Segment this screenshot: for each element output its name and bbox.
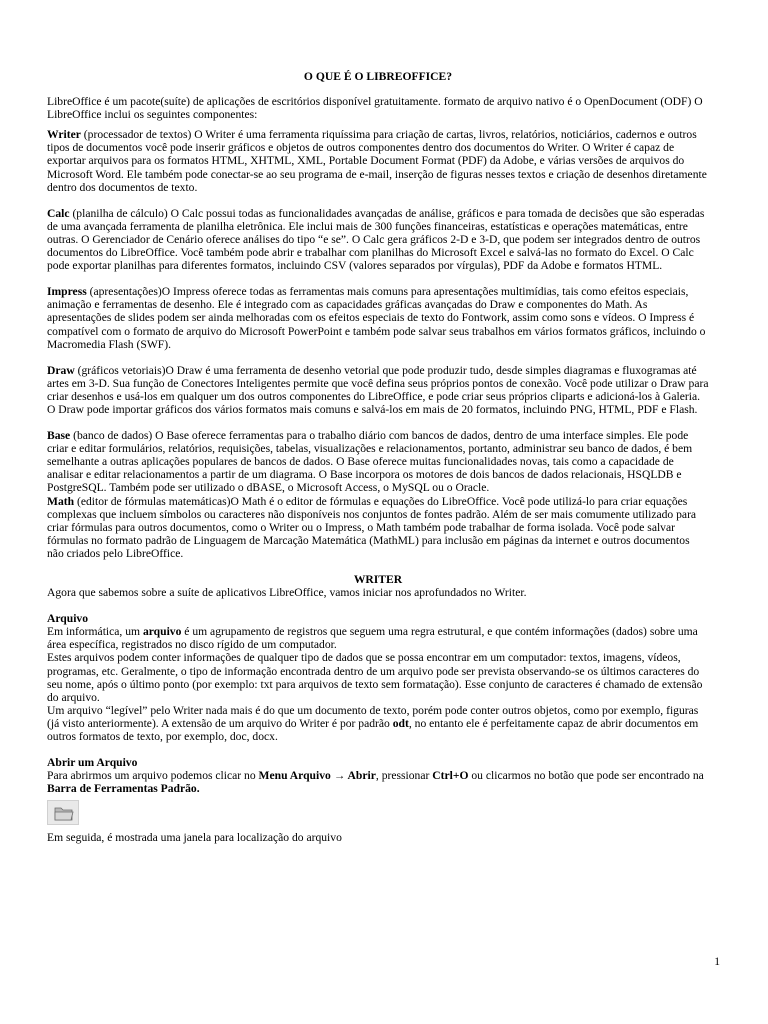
writer-intro: Agora que sabemos sobre a suíte de aplicativos LibreOffice, vamos iniciar nos aprofundados no Writer. [47, 586, 527, 600]
text-run: , no entanto ele é perfeitamente capaz de abrir documentos em outros formatos de texto, por exemplo, doc, docx. [47, 716, 699, 744]
section-heading-writer: WRITER [353, 573, 403, 586]
component-name: Impress [47, 285, 87, 299]
page-title: O QUE É O LIBREOFFICE? [303, 70, 453, 83]
arquivo-paragraph-2: Estes arquivos podem conter informações de qualquer tipo de dados que se possa encontrar em um computador: textos, imagens, vídeos, programas, etc. Geralmente, o tipo de informação encontrada dentro de um arquivo pode ser prevista observando-se os últimos caracteres do seu nome, após o último ponto (por exemplo: txt para arquivos de texto sem formatação). Esse conjunto de caracteres é chamado de extensão do arquivo. [47, 651, 703, 704]
bold-term: arquivo [142, 625, 182, 639]
component-description: (planilha de cálculo) O Calc possui todas as funcionalidades avançadas de análise, gráficos e para tomada de decisões que são esperadas de uma avançada ferramenta de planilha eletrônica. Ele inclui mais de 300 funções financeiras, estatísticas e operações matemáticas, entre outras. O Gerenciador de Cenário oferece análises do tipo “e se”. O Calc gera gráficos 2-D e 3-D, que podem ser integrados dentro de outros documentos do LibreOffice. Você também pode abrir e trabalhar com planilhas do Microsoft Excel e salvá-las no formato do Excel. O Calc pode exportar planilhas para diferentes formatos, incluindo CSV (valores separados por vírgulas), PDF da Adobe e formatos HTML. [47, 206, 705, 273]
bold-term: Barra de Ferramentas Padrão. [47, 782, 200, 796]
text-run: Um arquivo “legível” pelo Writer nada mais é do que um documento de texto, porém pode conter outros objetos, como por exemplo, figuras (já visto anteriormente). A extensão de um arquivo do Writer é por padrão [47, 703, 699, 730]
component-description: (apresentações)O Impress oferece todas as ferramentas mais comuns para apresentações multimídias, tais como efeitos especiais, animação e ferramentas de desenho. Ele é integrado com as capacidades gráficas avançadas do Draw e componentes do Math. As apresentações de slides podem ser ainda melhoradas com os efeitos especiais de texto do Fontwork, assim como sons e vídeos. O Impress é compatível com o formato de arquivo do Microsoft PowerPoint e também pode salvar seus trabalhos em vários formatos gráficos, incluindo o Macromedia Flash (SWF). [47, 285, 706, 351]
heading-abrir-text: Abrir um Arquivo [47, 756, 138, 770]
open-folder-icon [47, 800, 79, 825]
component-description: (editor de fórmulas matemáticas)O Math é o editor de fórmulas e equações do LibreOffice. Você pode utilizá-lo para criar equações complexas que incluem símbolos ou caracteres não disponíveis nos conjuntos de fontes padrão. Além de ser mais comumente utilizado para criar fórmulas para outros documentos, como o Writer ou o Impress, o Math também pode trabalhar de forma isolada. Você pode salvar fórmulas no formato padrão de Linguagem de Marcação Matemática (MathML) para inclusão em páginas da internet e outros documentos não criados pelo LibreOffice. [47, 494, 697, 560]
heading-arquivo [47, 612, 709, 625]
component-impress [47, 285, 709, 350]
component-name: Draw [47, 363, 75, 377]
bold-term: odt [392, 716, 409, 730]
component-description: (banco de dados) O Base oferece ferramentas para o trabalho diário com bancos de dados, dentro de uma interface simples. Ele pode criar e editar formulários, relatórios, requisições, tabelas, visualizações e relacionamentos, portanto, administrar seu banco de dados, é bem semelhante a outras aplicações populares de bancos de dados. O Base oferece muitas funcionalidades novas, tais como a capacidade de analisar e editar relacionamentos a partir de um diagrama. O Base incorpora os motores de dois bancos de dados relacionais, HSQLDB e PostgreSQL. Também pode ser utilizado o dBASE, o Microsoft Access, o MySQL ou o Oracle. [47, 429, 693, 495]
component-base [47, 429, 709, 494]
heading-arquivo-text: Arquivo [47, 612, 89, 626]
text-run: Para abrirmos um arquivo podemos clicar no [47, 769, 259, 783]
text-run: é um agrupamento de registros que seguem uma regra estrutural, e que contém informações (dados) sobre uma área específica, registrados no disco rígido de um computador. [47, 625, 698, 652]
component-draw [47, 364, 709, 416]
abrir-after-text: Em seguida, é mostrada uma janela para localização do arquivo [47, 831, 342, 845]
component-name: Writer [47, 128, 81, 142]
component-math [47, 495, 709, 560]
document-page [47, 70, 709, 845]
component-description: (gráficos vetoriais)O Draw é uma ferramenta de desenho vetorial que pode produzir tudo, desde simples diagramas e fluxogramas até artes em 3-D. Sua função de Conectores Inteligentes permite que você defina seus próprios pontos de conexão. Você pode utilizar o Draw para criar desenhos e usá-los em qualquer um dos outros componentes do LibreOffice, e pode criar seus próprios cliparts e adicioná-los à Galeria. O Draw pode importar gráficos dos vários formatos mais comuns e salvá-los em mais de 20 formatos, incluindo PNG, HTML, PDF e Flash. [47, 363, 709, 416]
component-name: Calc [47, 206, 70, 220]
component-name: Base [47, 429, 71, 443]
component-writer [47, 128, 709, 193]
component-description: (processador de textos) O Writer é uma ferramenta riquíssima para criação de cartas, livros, relatórios, noticiários, cadernos e outros tipos de documentos você pode inserir gráficos e objetos de outros componentes dentro dos documentos do Writer. O Writer é capaz de exportar arquivos para os formatos HTML, XHTML, XML, Portable Document Format (PDF) da Adobe, e várias versões de arquivos do Microsoft Word. Ele também pode conectar-se ao seu programa de e-mail, inserção de figuras nesses textos e criação de desenhos diretamente dentro dos documentos de texto. [47, 128, 707, 194]
text-run: ou clicarmos no botão que pode ser encontrado na [468, 769, 704, 783]
intro-paragraph: LibreOffice é um pacote(suíte) de aplicações de escritórios disponível gratuitamente. formato de arquivo nativo é o OpenDocument (ODF) O LibreOffice inclui os seguintes componentes: [47, 95, 703, 122]
heading-abrir-arquivo [47, 756, 709, 769]
page-number: 1 [714, 955, 720, 968]
abrir-paragraph [47, 769, 709, 795]
text-run: Em informática, um [47, 625, 143, 639]
component-name: Math [47, 494, 75, 508]
bold-term: Ctrl+O [432, 769, 469, 783]
component-calc [47, 207, 709, 272]
text-run: , pressionar [375, 769, 433, 783]
arquivo-paragraph-3 [47, 704, 709, 743]
arquivo-paragraph-1 [47, 625, 709, 651]
bold-term: Menu Arquivo → Abrir [258, 769, 376, 783]
